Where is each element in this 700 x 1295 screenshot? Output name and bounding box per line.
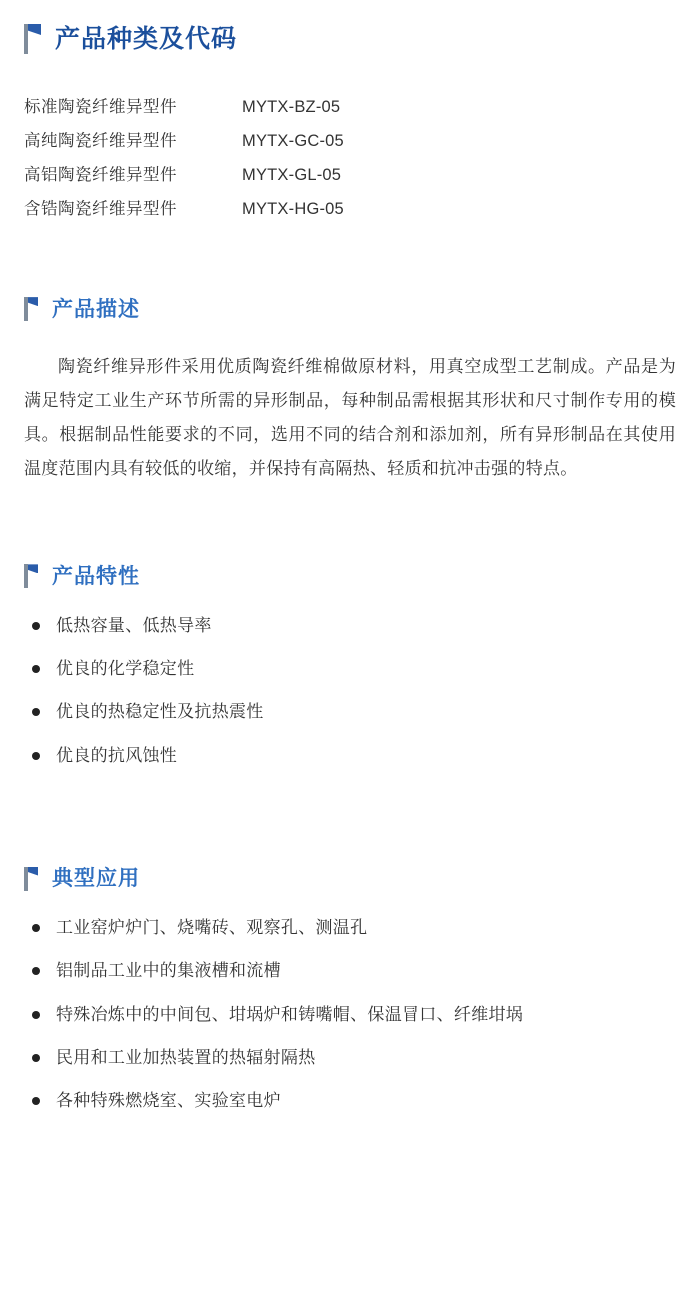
product-code: MYTX-GC-05: [242, 132, 344, 151]
section-header-product-features: [24, 540, 676, 589]
list-item: 各种特殊燃烧室、实验室电炉: [24, 1090, 676, 1111]
section-title: 典型应用: [52, 866, 140, 890]
applications-list: [24, 917, 676, 1111]
section-product-description: [24, 273, 676, 486]
page-title: 产品种类及代码: [55, 25, 238, 53]
section-header-typical-applications: [24, 842, 676, 891]
spacer: [24, 788, 676, 842]
flag-icon: [24, 867, 38, 891]
list-item: 民用和工业加热装置的热辐射隔热: [24, 1047, 676, 1068]
product-name: 高铝陶瓷纤维异型件: [24, 166, 177, 185]
product-name: 标准陶瓷纤维异型件: [24, 98, 177, 116]
table-row: [24, 166, 344, 200]
table-row: [24, 132, 344, 166]
table-row: [24, 98, 344, 132]
product-code: MYTX-BZ-05: [242, 98, 341, 116]
description-paragraph: 陶瓷纤维异形件采用优质陶瓷纤维棉做原材料，用真空成型工艺制成。产品是为满足特定工业生产环节所需的异形制品，每种制品需根据其形状和尺寸制作专用的模具。根据制品性能要求的不同，选用不同的结合剂和添加剂，所有异形制品在其使用温度范围内具有较低的收缩，并保持有高隔热、轻质和抗冲击强的特点。: [24, 356, 676, 478]
list-item: 优良的化学稳定性: [24, 658, 676, 679]
flag-icon: [24, 564, 38, 588]
section-title: 产品特性: [52, 564, 140, 588]
section-title: 产品描述: [52, 297, 140, 321]
section-header-product-description: [24, 273, 676, 322]
section-product-codes: [24, 0, 676, 235]
table-row: [24, 200, 344, 234]
product-name: 高纯陶瓷纤维异型件: [24, 132, 177, 151]
section-typical-applications: [24, 842, 676, 1111]
product-name: 含锆陶瓷纤维异型件: [24, 200, 177, 219]
list-item: 工业窑炉炉门、烧嘴砖、观察孔、测温孔: [24, 917, 676, 938]
product-code: MYTX-HG-05: [242, 200, 344, 219]
spacer: [24, 235, 676, 273]
section-header-product-codes: [24, 0, 676, 54]
spacer: [24, 486, 676, 540]
section-product-features: [24, 540, 676, 766]
list-item: 优良的抗风蚀性: [24, 745, 676, 766]
product-code-table: [24, 98, 344, 235]
list-item: 特殊冶炼中的中间包、坩埚炉和铸嘴帽、保温冒口、纤维坩埚: [24, 1004, 676, 1025]
product-code: MYTX-GL-05: [242, 166, 342, 185]
features-list: [24, 615, 676, 766]
flag-icon: [24, 24, 41, 54]
list-item: 低热容量、低热导率: [24, 615, 676, 636]
list-item: 铝制品工业中的集液槽和流槽: [24, 960, 676, 981]
flag-icon: [24, 297, 38, 321]
list-item: 优良的热稳定性及抗热震性: [24, 701, 676, 722]
